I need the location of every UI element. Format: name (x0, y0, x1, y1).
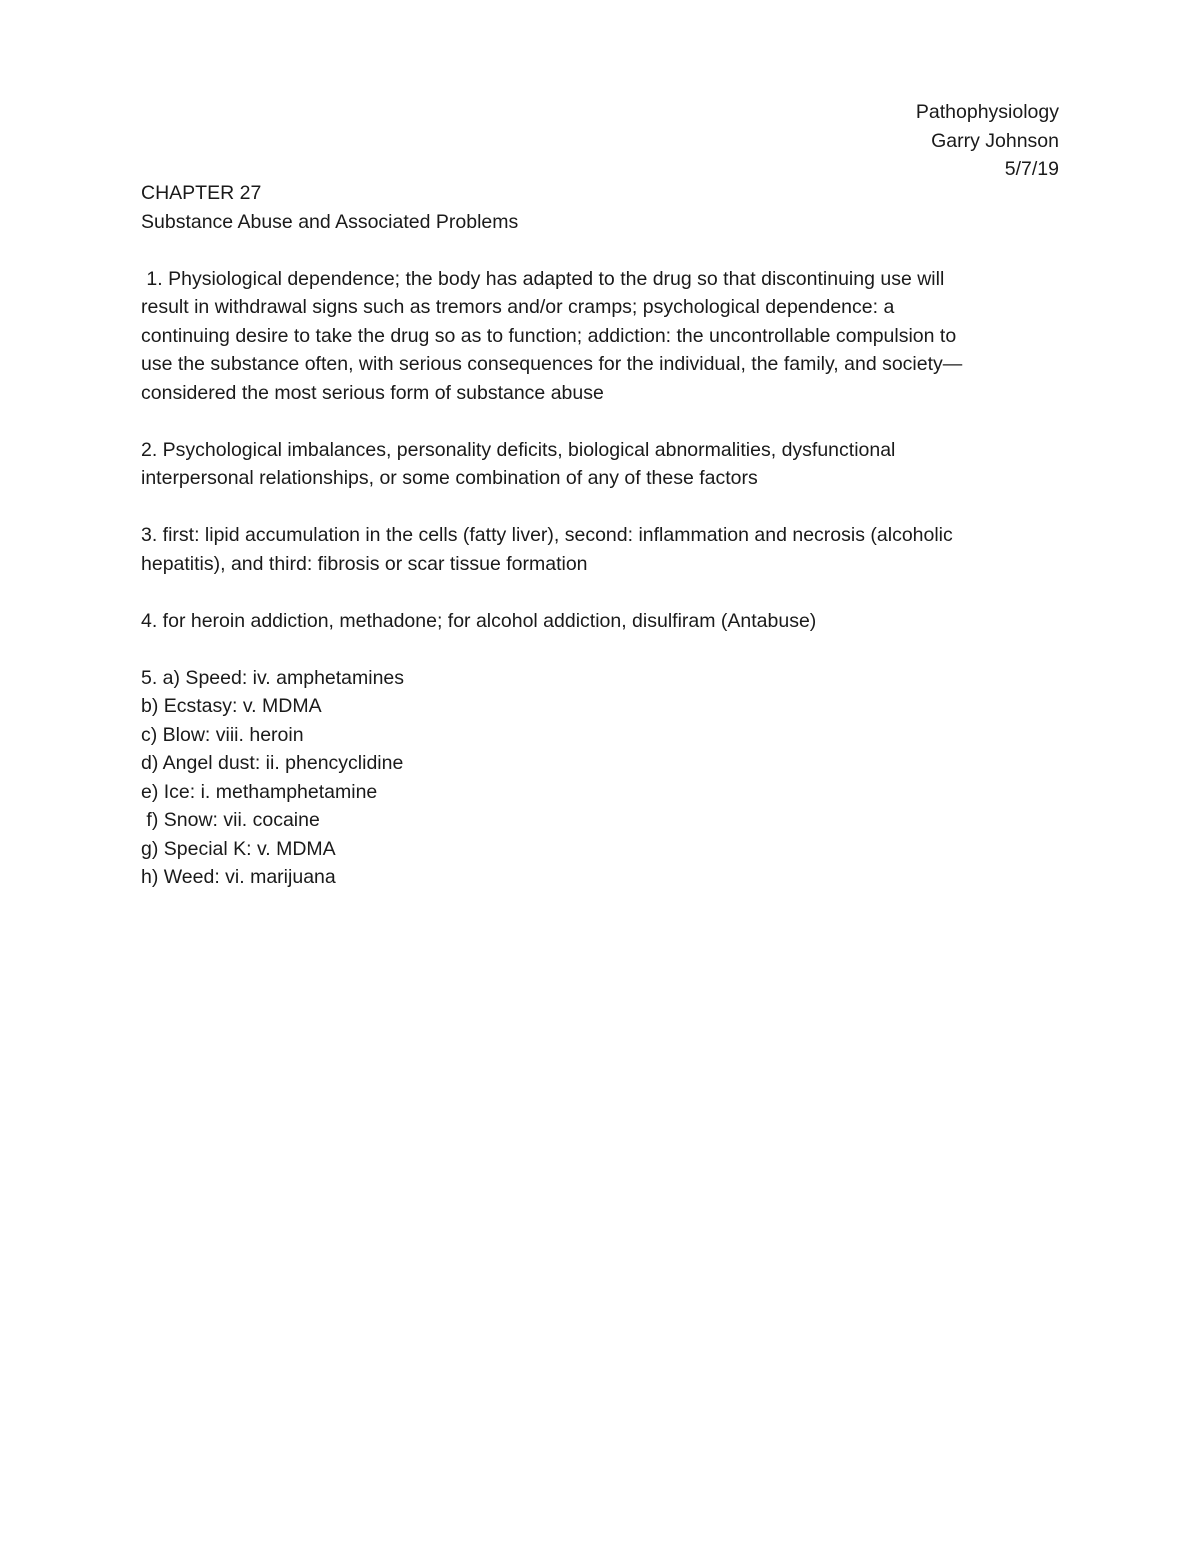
answer-line: 1. Physiological dependence; the body has adapted to the drug so that discontinuing use will (141, 267, 945, 290)
answer-5 (141, 664, 1061, 892)
answer-1 (141, 265, 1061, 408)
course-name: Pathophysiology (915, 101, 1059, 123)
document-date: 5/7/19 (1004, 158, 1059, 180)
document-header (916, 98, 1059, 184)
answer-line: use the substance often, with serious consequences for the individual, the family, and society— (141, 353, 963, 375)
answer-4 (141, 607, 1061, 636)
answer-line: considered the most serious form of substance abuse (141, 381, 604, 404)
answer-line: interpersonal relationships, or some combination of any of these factors (141, 467, 758, 489)
answer-line: 2. Psychological imbalances, personality deficits, biological abnormalities, dysfunctional (141, 438, 896, 461)
spacer (141, 407, 1061, 436)
list-item: f) Snow: vii. cocaine (141, 809, 320, 831)
answer-line: 3. first: lipid accumulation in the cells (fatty liver), second: inflammation and necrosis (alcoholic (141, 524, 953, 546)
chapter-number: CHAPTER 27 (141, 182, 262, 204)
list-item: d) Angel dust: ii. phencyclidine (141, 752, 404, 774)
document-body (141, 179, 1061, 892)
spacer (141, 493, 1061, 522)
list-item: h) Weed: vi. marijuana (141, 866, 336, 888)
list-item: 5. a) Speed: iv. amphetamines (141, 666, 405, 689)
answer-line: result in withdrawal signs such as tremors and/or cramps; psychological dependence: a (141, 296, 895, 318)
answer-line: hepatitis), and third: fibrosis or scar tissue formation (141, 552, 588, 575)
spacer (141, 635, 1061, 664)
list-item: g) Special K: v. MDMA (141, 837, 336, 860)
list-item: c) Blow: viii. heroin (141, 723, 304, 746)
answer-line: continuing desire to take the drug so as to function; addiction: the uncontrollable compulsion to (141, 324, 957, 347)
author-name: Garry Johnson (931, 129, 1059, 152)
chapter-title: Substance Abuse and Associated Problems (141, 210, 519, 233)
answer-3 (141, 521, 1061, 578)
spacer (141, 236, 1061, 265)
list-item: b) Ecstasy: v. MDMA (141, 695, 322, 717)
answer-2 (141, 436, 1061, 493)
spacer (141, 578, 1061, 607)
list-item: e) Ice: i. methamphetamine (141, 780, 378, 803)
answer-line: 4. for heroin addiction, methadone; for alcohol addiction, disulfiram (Antabuse) (141, 609, 817, 632)
